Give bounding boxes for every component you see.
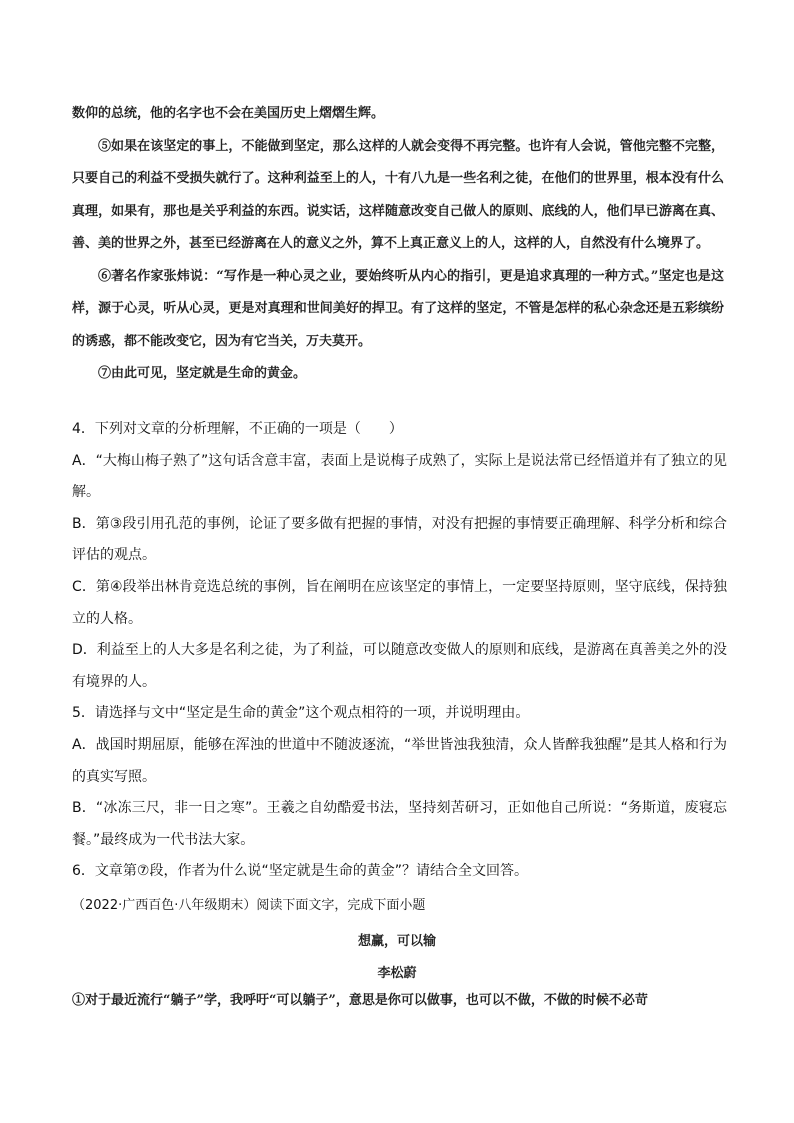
reading-title: 想赢，可以输	[357, 934, 436, 949]
question-4-option-a: A．“大梅山梅子熟了”这句话含意丰富，表面上是说梅子成熟了，实际上是说法常已经悟道并有了独立的见解。	[72, 452, 727, 501]
passage-paragraph-6: ⑥著名作家张炜说：“写作是一种心灵之业，要始终听从内心的指引，更是追求真理的一种方式。”坚定也是这样，源于心灵，听从心灵，更是对真理和世间美好的捍卫。有了这样的坚定，不管是怎样的私心杂念还是五彩缤纷的诱惑，都不能改变它，因为有它当关，万夫莫开。	[72, 268, 724, 349]
passage-body	[72, 98, 724, 391]
question-4-option-d: D．利益至上的人大多是名利之徒，为了利益，可以随意改变做人的原则和底线，是游离在真善美之外的没有境界的人。	[72, 642, 727, 690]
passage-paragraph-4-end: 数仰的总统，他的名字也不会在美国历史上熠熠生辉。	[72, 106, 385, 121]
question-4-stem: 4．下列对文章的分析理解，不正确的一项是（ ）	[72, 421, 403, 437]
reading-author: 李松蔚	[377, 966, 417, 981]
question-5-option-b: B．“冰冻三尺，非一日之寒”。王羲之自幼酷爱书法，坚持刻苦研习，正如他自己所说：“务斯道，废寝忘餐。”最终成为一代书法大家。	[72, 800, 727, 848]
reading-paragraph-1: ①对于最近流行“躺子”学，我呼吁“可以躺子”，意思是你可以做事，也可以不做，不做的时候不必苛	[72, 993, 648, 1008]
passage-paragraph-5: ⑤如果在该坚定的事上，不能做到坚定，那么这样的人就会变得不再完整。也许有人会说，管他完整不完整，只要自己的利益不受损失就行了。这种利益至上的人，十有八九是一些名利之徒，在他们的世界里，根本没有什么真理，如果有，那也是关乎利益的东西。说实话，这样随意改变自己做人的原则、底线的人，他们早已游离在真、善、美的世界之外，甚至已经游离在人的意义之外，算不上真正意义上的人，这样的人，自然没有什么境界了。	[72, 138, 724, 251]
passage-paragraph-7: ⑦由此可见，坚定就是生命的黄金。	[98, 366, 307, 381]
question-5-option-a: A．战国时期屈原，能够在浑浊的世道中不随波逐流，“举世皆浊我独清，众人皆醉我独醒”是其人格和行为的真实写照。	[72, 736, 727, 785]
question-4-option-b: B．第③段引用孔范的事例，论证了要多做有把握的事情，对没有把握的事情要正确理解、科学分析和综合评估的观点。	[72, 515, 727, 564]
question-5-stem: 5．请选择与文中“坚定是生命的黄金”这个观点相符的一项，并说明理由。	[72, 705, 530, 722]
question-section	[72, 414, 727, 888]
question-6-stem: 6．文章第⑦段，作者为什么说“坚定就是生命的黄金”？请结合全文回答。	[72, 863, 528, 880]
question-4-option-c: C．第④段举出林肯竞选总统的事例，旨在阐明在应该坚定的事情上，一定要坚持原则，坚守底线，保持独立的人格。	[72, 578, 727, 627]
reading-source-line: （2022·广西百色·八年级期末）阅读下面文字，完成下面小题	[72, 898, 426, 913]
